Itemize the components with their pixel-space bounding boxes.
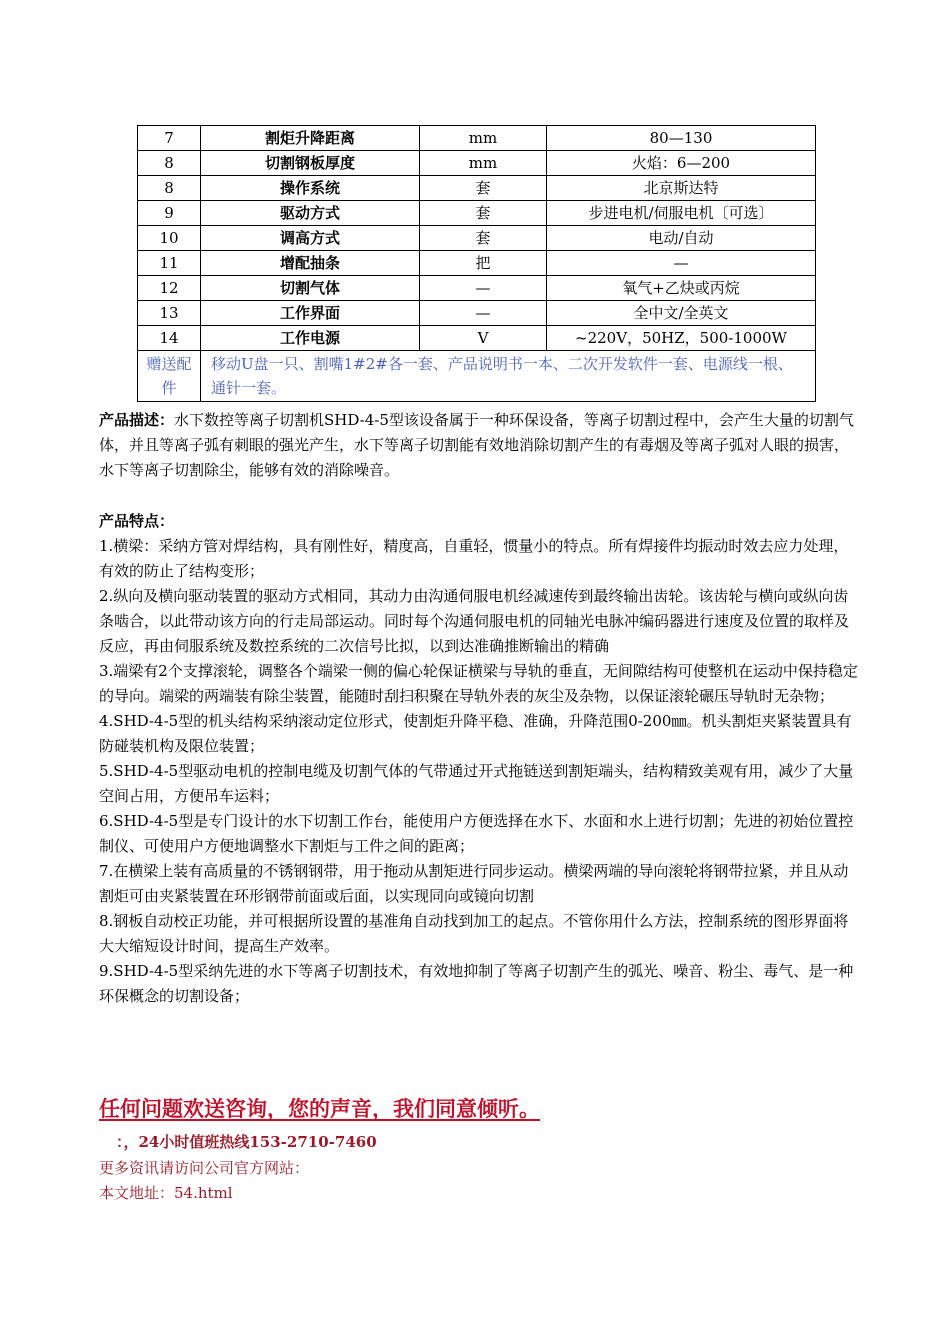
spec-value: 氧气+乙炔或丙烷 [547,276,816,301]
spec-unit: 套 [420,201,547,226]
feature-item: 2.纵向及横向驱动装置的驱动方式相同，其动力由沟通伺服电机经减速传到最终输出齿轮。该齿轮与横向或纵向齿条啮合，以此带动该方向的行走局部运动。同时每个沟通伺服电机的同轴光电脉冲编码器进行速度及位置的取样及反应，再由伺服系统及数控系统的二次信号比拟，以到达准确推断输出的精确 [99,587,850,655]
spec-row [138,126,816,151]
spec-unit: V [420,326,547,351]
spec-row [138,226,816,251]
features-label: 产品特点： [99,512,175,530]
spec-unit: 套 [420,226,547,251]
gift-text: 移动U盘一只、割嘴1#2#各一套、产品说明书一本、二次开发软件一套、电源线一根、通针一套。 [201,351,816,402]
spec-name: 割炬升降距离 [201,126,420,151]
spec-no: 11 [138,251,201,276]
spec-value: 电动/自动 [547,226,816,251]
spec-no: 7 [138,126,201,151]
spec-no: 9 [138,201,201,226]
spec-unit: 把 [420,251,547,276]
spec-name: 切割气体 [201,276,420,301]
hotline-text: ：，24小时值班热线153-2710-7460 [116,1133,377,1151]
spec-name: 驱动方式 [201,201,420,226]
feature-item: 3.端梁有2个支撑滚轮，调整各个端梁一侧的偏心轮保证横梁与导轨的垂直，无间隙结构可使整机在运动中保持稳定的导向。端梁的两端装有除尘装置，能随时刮扫积聚在导轨外表的灰尘及杂物，以保证滚轮碾压导轨时无杂物； [99,662,858,705]
spec-no: 10 [138,226,201,251]
product-features [99,509,859,1009]
spec-value: 80—130 [547,126,816,151]
spec-row [138,276,816,301]
spec-value: 火焰：6—200 [547,151,816,176]
spec-no: 14 [138,326,201,351]
product-description [99,408,859,483]
feature-item: 5.SHD-4-5型驱动电机的控制电缆及切割气体的气带通过开式拖链送到割矩端头，结构精致美观有用，减少了大量空间占用，方便吊车运料； [99,762,854,805]
spec-value: 全中文/全英文 [547,301,816,326]
gift-label: 赠送配件 [138,351,201,402]
spec-name: 操作系统 [201,176,420,201]
feature-item: 1.横梁：采纳方管对焊结构，具有刚性好，精度高，自重轻，惯量小的特点。所有焊接件均振动时效去应力处理，有效的防止了结构变形； [99,537,849,580]
feature-item: 6.SHD-4-5型是专门设计的水下切割工作台，能使用户方便选择在水下、水面和水上进行切割；先进的初始位置控制仪、可使用户方便地调整水下割炬与工件之间的距离； [99,812,854,855]
contact-callout: 任何问题欢送咨询，您的声音，我们同意倾听。 [99,1096,540,1121]
spec-name: 切割钢板厚度 [201,151,420,176]
spec-unit: — [420,276,547,301]
feature-item: 7.在横梁上装有高质量的不锈钢钢带，用于拖动从割矩进行同步运动。横梁两端的导向滚轮将钢带拉紧，并且从动割炬可由夹紧装置在环形钢带前面或后面，以实现同向或镜向切割 [99,862,849,905]
features-list [99,534,859,1009]
spec-name: 调高方式 [201,226,420,251]
spec-row [138,251,816,276]
spec-row [138,176,816,201]
spec-row [138,151,816,176]
spec-row [138,301,816,326]
spec-value: ~220V，50HZ，500-1000W [547,326,816,351]
spec-row [138,326,816,351]
description-label: 产品描述： [99,411,175,429]
spec-no: 12 [138,276,201,301]
spec-no: 8 [138,176,201,201]
spec-unit: 套 [420,176,547,201]
website-text: 更多资讯请访问公司官方网站： [99,1159,310,1177]
feature-item: 4.SHD-4-5型的机头结构采纳滚动定位形式，使割炬升降平稳、准确，升降范围0-200㎜。机头割炬夹紧装置具有防碰装机构及限位装置； [99,712,852,755]
feature-item: 8.钢板自动校正功能，并可根据所设置的基准角自动找到加工的起点。不管你用什么方法，控制系统的图形界面将大大缩短设计时间，提高生产效率。 [99,912,849,955]
spec-name: 工作电源 [201,326,420,351]
spec-unit: — [420,301,547,326]
spec-no: 8 [138,151,201,176]
spec-value: 步进电机/伺服电机〔可选〕 [547,201,816,226]
spec-name: 工作界面 [201,301,420,326]
spec-value: — [547,251,816,276]
spec-no: 13 [138,301,201,326]
spec-value: 北京斯达特 [547,176,816,201]
spec-name: 增配抽条 [201,251,420,276]
article-address[interactable]: 本文地址：54.html [99,1184,233,1202]
feature-item: 9.SHD-4-5型采纳先进的水下等离子切割技术，有效地抑制了等离子切割产生的弧光、噪音、粉尘、毒气、是一种环保概念的切割设备； [99,962,854,1005]
gift-row [138,351,816,402]
spec-table [137,125,816,402]
spec-unit: mm [420,151,547,176]
spec-row [138,201,816,226]
spec-unit: mm [420,126,547,151]
description-text: 水下数控等离子切割机SHD-4-5型该设备属于一种环保设备，等离子切割过程中，会产生大量的切割气体，并且等离子弧有刺眼的强光产生，水下等离子切割能有效地消除切割产生的有毒烟及等离子弧对人眼的损害，水下等离子切割除尘，能够有效的消除噪音。 [99,411,854,479]
